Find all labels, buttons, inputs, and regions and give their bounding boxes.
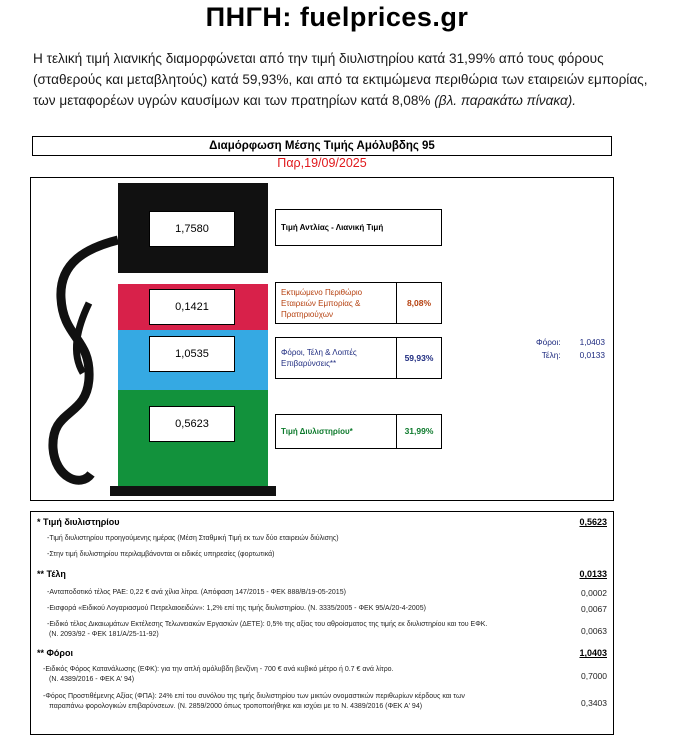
row-label-2: (Ν. 2093/92 - ΦΕΚ 181/Α/25-11-92) [49, 631, 159, 638]
row-label: * Τιμή διυλιστηρίου [37, 517, 120, 527]
row-value: 0,7000 [581, 671, 607, 681]
side-taxes-label: Φόροι: [535, 337, 561, 347]
margin-value: 0,1421 [149, 289, 235, 325]
refinery-percent: 31,99% [396, 415, 441, 448]
breakdown-table [30, 511, 614, 735]
margin-label: Εκτιμώμενο Περιθώριο Εταιρειών Εμπορίας & Πρατηριούχων [281, 287, 363, 319]
row-label-2: (Ν. 4389/2016 - ΦΕΚ Α' 94) [49, 676, 135, 683]
side-fees-label: Τέλη: [541, 350, 561, 360]
row-label: -Τιμή διυλιστηρίου προηγούμενης ημέρας (Μέση Σταθμική Τιμή εκ των δύο εταιρειών διύλισης) [47, 535, 339, 542]
row-value: 0,0002 [581, 588, 607, 598]
pump-base [110, 486, 276, 496]
side-fees-value: 0,0133 [579, 350, 605, 360]
taxes-label-box [275, 337, 442, 379]
row-value: 0,3403 [581, 698, 607, 708]
row-label: -Ειδικός Φόρος Κατανάλωσης (ΕΦΚ): για την απλή αμόλυβδη βενζίνη - 700 € ανά κυβικό μέτρο ή 0.7 € ανά λίτρο. [43, 666, 394, 673]
side-taxes-value: 1,0403 [579, 337, 605, 347]
chart-date: Παρ,19/09/2025 [277, 156, 367, 170]
row-label: -Ειδικό τέλος Δικαιωμάτων Εκτέλεσης Τελωνειακών Εργασιών (ΔΕΤΕ): 0,5% της αξίας του αθροίσματος της τιμής εκ διυλιστηρίου και του ΕΦΚ. [47, 621, 488, 628]
side-taxes [501, 337, 605, 347]
taxes-percent: 59,93% [396, 338, 441, 378]
row-label: ** Τέλη [37, 569, 66, 579]
row-value: 0,0133 [579, 569, 607, 579]
row-value: 1,0403 [579, 648, 607, 658]
margin-label-box [275, 282, 442, 324]
taxes-value: 1,0535 [149, 336, 235, 372]
intro-paragraph [33, 48, 649, 111]
page-title: ΠΗΓΗ: fuelprices.gr [205, 2, 469, 32]
side-fees [501, 350, 605, 360]
intro-text: Η τελική τιμή λιανικής διαμορφώνεται από την τιμή διυλιστηρίου κατά 31,99% από τους φόρους (σταθερούς και μεταβλητούς) κατά 59,93%, και από τα εκτιμώμενα περιθώρια των εταιρειών εμπορίας, των μεταφορέων υγρών καυσίμων και των πρατηρίων κατά 8,08% [33, 51, 648, 108]
row-value: 0,5623 [579, 517, 607, 527]
row-label: -Εισφορά «Ειδικού Λογαριασμού Πετρελαιοειδών»: 1,2% επί της τιμής διυλιστηρίου. (Ν. 3335/2005 - ΦΕΚ 95/Α/20-4-2005) [47, 605, 426, 612]
chart-frame [30, 177, 614, 501]
refinery-label: Τιμή Διυλιστηρίου* [281, 427, 353, 436]
retail-price-label-box [275, 209, 442, 246]
row-label-2: παραπάνω φορολογικών επιβαρύνσεων. (Ν. 2859/2000 όπως τροποποιήθηκε και ισχύει με το Ν. 4389/2016 (ΦΕΚ Α' 94) [49, 703, 423, 710]
pump-hose [53, 240, 118, 480]
retail-price-label: Τιμή Αντλίας - Λιανική Τιμή [281, 223, 384, 232]
intro-italic: (βλ. παρακάτω πίνακα). [434, 93, 577, 108]
row-value: 0,0067 [581, 604, 607, 614]
taxes-label: Φόροι, Τέλη & Λοιπές Επιβαρύνσεις** [281, 348, 357, 368]
row-label: ** Φόροι [37, 648, 73, 658]
refinery-label-box [275, 414, 442, 449]
retail-price-value: 1,7580 [149, 211, 235, 247]
row-value: 0,0063 [581, 626, 607, 636]
row-label: -Στην τιμή διυλιστηρίου περιλαμβάνονται οι ειδικές υπηρεσίες (φορτωτικά) [47, 551, 275, 558]
margin-percent: 8,08% [396, 283, 441, 323]
chart-title: Διαμόρφωση Μέσης Τιμής Αμόλυβδης 95 [32, 136, 612, 156]
refinery-value: 0,5623 [149, 406, 235, 442]
row-label: -Φόρος Προστιθέμενης Αξίας (ΦΠΑ): 24% επί του συνόλου της τιμής διυλιστηρίου των μικτών ονομαστικών περιθωρίων κέρδους και των [43, 693, 465, 700]
row-label: -Ανταποδοτικό τέλος ΡΑΕ: 0,22 € ανά χίλια λίτρα. (Απόφαση 147/2015 - ΦΕΚ 888/Β/19-05-2015) [47, 589, 346, 596]
